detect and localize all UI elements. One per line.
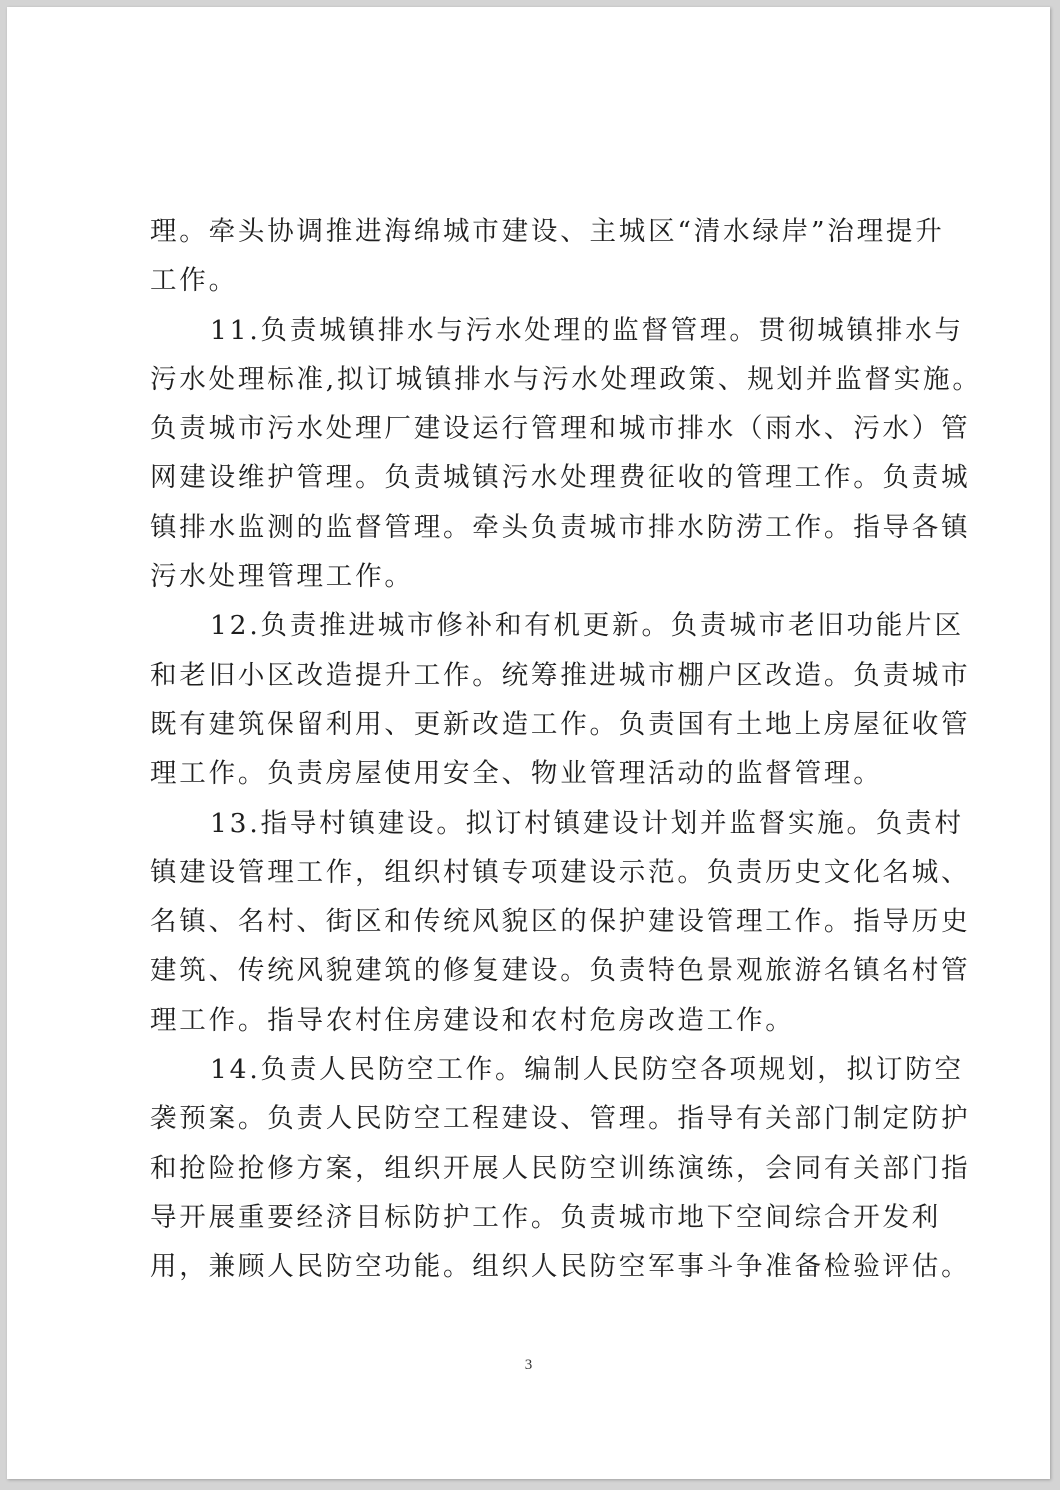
paragraph-12-start: 12.负责推进城市修补和有机更新。负责城市老旧功能片区	[210, 610, 964, 642]
text-line: 导开展重要经济目标防护工作。负责城市地下空间综合开发利	[150, 1201, 942, 1233]
text-line: 既有建筑保留利用、更新改造工作。负责国有土地上房屋征收管	[150, 708, 971, 740]
text-line: 网建设维护管理。负责城镇污水处理费征收的管理工作。负责城	[150, 462, 971, 494]
text-line: 名镇、名村、街区和传统风貌区的保护建设管理工作。指导历史	[150, 906, 971, 938]
text-line: 污水处理管理工作。	[150, 561, 414, 593]
text-line: 袭预案。负责人民防空工程建设、管理。指导有关部门制定防护	[150, 1103, 971, 1135]
text-line: 理工作。负责房屋使用安全、物业管理活动的监督管理。	[150, 758, 883, 790]
paragraph-11-start: 11.负责城镇排水与污水处理的监督管理。贯彻城镇排水与	[210, 314, 964, 346]
paragraph-14-start: 14.负责人民防空工作。编制人民防空各项规划，拟订防空	[210, 1054, 964, 1086]
page-number: 3	[524, 1357, 533, 1373]
document-body	[150, 207, 982, 1292]
text-line: 负责城市污水处理厂建设运行管理和城市排水（雨水、污水）管	[150, 413, 971, 445]
paragraph-13-start: 13.指导村镇建设。拟订村镇建设计划并监督实施。负责村	[210, 807, 964, 839]
text-line: 工作。	[150, 265, 238, 297]
text-line: 理工作。指导农村住房建设和农村危房改造工作。	[150, 1004, 795, 1036]
document-page	[7, 7, 1050, 1479]
text-line: 和抢险抢修方案，组织开展人民防空训练演练，会同有关部门指	[150, 1152, 971, 1184]
text-line: 建筑、传统风貌建筑的修复建设。负责特色景观旅游名镇名村管	[150, 955, 971, 987]
text-line: 和老旧小区改造提升工作。统筹推进城市棚户区改造。负责城市	[150, 659, 971, 691]
text-line: 理。牵头协调推进海绵城市建设、主城区“清水绿岸”治理提升	[150, 216, 945, 247]
text-line: 镇建设管理工作，组织村镇专项建设示范。负责历史文化名城、	[150, 856, 971, 888]
text-line: 镇排水监测的监督管理。牵头负责城市排水防涝工作。指导各镇	[150, 511, 971, 543]
text-line: 污水处理标准,拟订城镇排水与污水处理政策、规划并监督实施。	[150, 363, 982, 395]
text-line: 用，兼顾人民防空功能。组织人民防空军事斗争准备检验评估。	[150, 1251, 971, 1283]
